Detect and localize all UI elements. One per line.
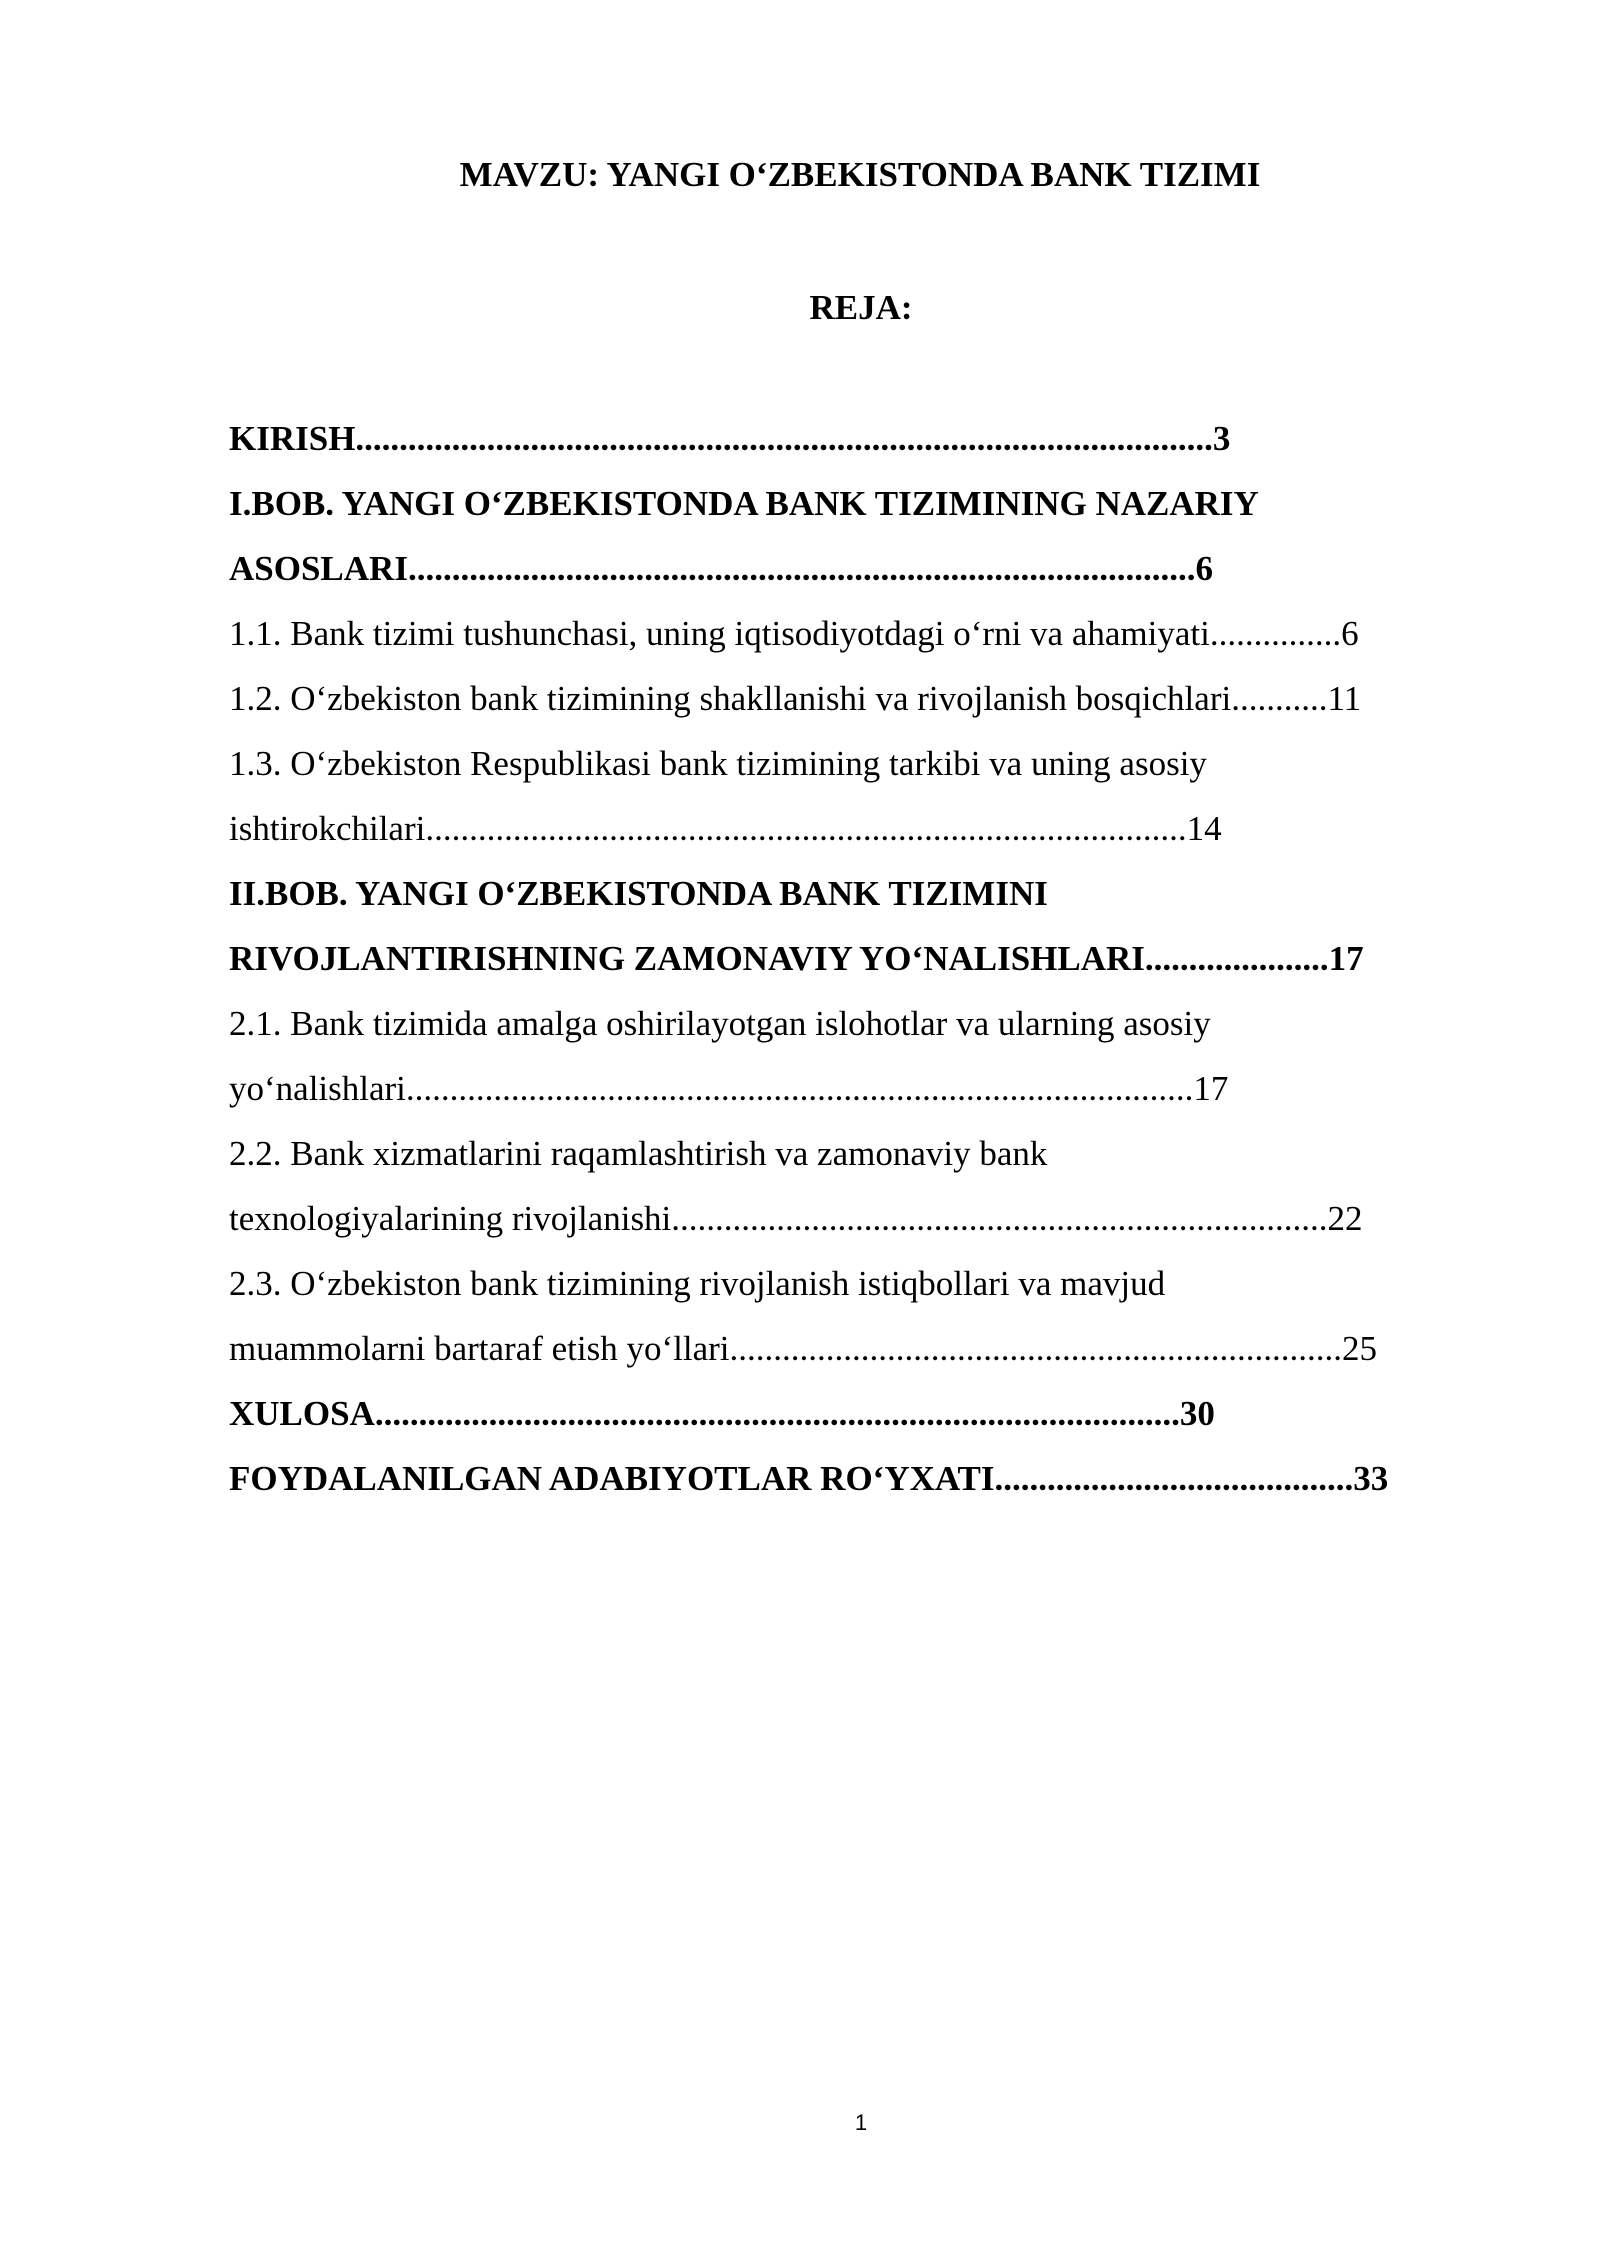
- plan-heading: REJA:: [809, 288, 913, 327]
- toc-line: FOYDALANILGAN ADABIYOTLAR RO‘YXATI.........................................33: [229, 1459, 1389, 1498]
- toc-line: 1.3. O‘zbekiston Respublikasi bank tizimining tarkibi va uning asosiy: [229, 744, 1207, 783]
- toc-line: 1.1. Bank tizimi tushunchasi, uning iqtisodiyotdagi o‘rni va ahamiyati...............6: [229, 614, 1359, 653]
- toc-line: ASOSLARI..........................................................................................6: [229, 549, 1213, 588]
- toc-line: muammolarni bartaraf etish yo‘llari......................................................................25: [229, 1329, 1378, 1368]
- toc-line: 2.3. O‘zbekiston bank tizimining rivojlanish istiqbollari va mavjud: [229, 1264, 1166, 1303]
- toc-line: texnologiyalarining rivojlanishi...........................................................................22: [229, 1199, 1363, 1238]
- toc-line: KIRISH..................................................................................................3: [229, 419, 1231, 458]
- toc-line: I.BOB. YANGI O‘ZBEKISTONDA BANK TIZIMINING NAZARIY: [229, 484, 1259, 523]
- toc-line: 2.1. Bank tizimida amalga oshirilayotgan islohotlar va ularning asosiy: [229, 1004, 1211, 1043]
- page-number: 1: [854, 2110, 868, 2135]
- toc-line: yo‘nalishlari..........................................................................................17: [229, 1069, 1229, 1108]
- table-of-contents: [229, 406, 1388, 1511]
- document-title: MAVZU: YANGI O‘ZBEKISTONDA BANK TIZIMI: [459, 155, 1261, 194]
- toc-line: RIVOJLANTIRISHNING ZAMONAVIY YO‘NALISHLARI.....................17: [229, 939, 1364, 978]
- toc-line: XULOSA............................................................................................30: [229, 1394, 1215, 1433]
- toc-line: II.BOB. YANGI O‘ZBEKISTONDA BANK TIZIMINI: [229, 874, 1048, 913]
- toc-line: ishtirokchilari.......................................................................................14: [229, 809, 1222, 848]
- toc-line: 2.2. Bank xizmatlarini raqamlashtirish va zamonaviy bank: [229, 1134, 1048, 1173]
- toc-line: 1.2. O‘zbekiston bank tizimining shakllanishi va rivojlanish bosqichlari...........11: [229, 679, 1362, 718]
